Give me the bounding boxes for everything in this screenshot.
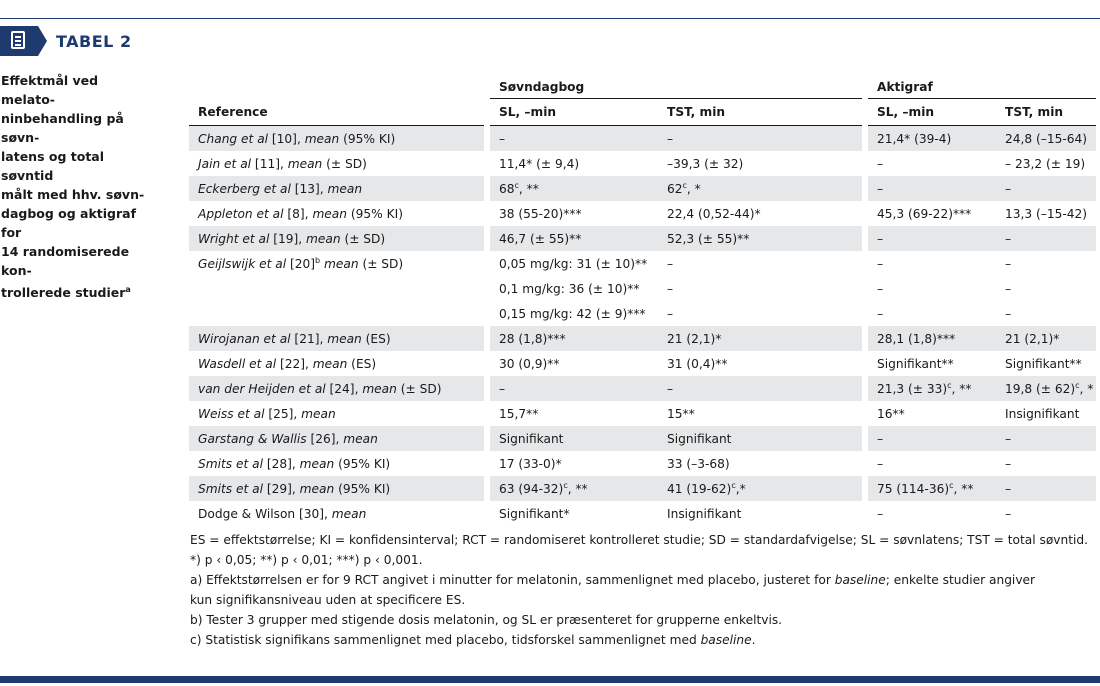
- note-b: b) Tester 3 grupper med stigende dosis melatonin, og SL er præsenteret for grupperne enkeltvis.: [190, 613, 783, 627]
- reference-author: Smits et al: [198, 456, 264, 471]
- table-row: [189, 176, 1096, 201]
- table-row: [189, 226, 1096, 251]
- cell-akt-sl: Signifikant**: [865, 351, 996, 376]
- reference-author: Wasdell et al: [198, 356, 277, 371]
- cell-sd-sl: 38 (55-20)***: [487, 201, 658, 226]
- cell-akt-sl: –: [865, 426, 996, 451]
- cell-reference: [189, 201, 487, 226]
- reference-detail: (± SD): [322, 156, 367, 171]
- column-header-sd-sl: SL, –min: [487, 99, 658, 126]
- reference-citation: [21],: [290, 331, 328, 346]
- cell-sd-tst: 33 (–3-68): [667, 456, 730, 471]
- cell-akt-tst: –: [996, 476, 1096, 501]
- document-list-icon: [11, 31, 25, 49]
- reference-measure: mean: [362, 381, 397, 396]
- table-row: [189, 251, 1096, 276]
- reference-citation: [10],: [268, 131, 305, 146]
- cell-sd-tst: –: [667, 306, 674, 321]
- cell-sd-sl: Signifikant: [487, 426, 658, 451]
- reference-author: Wright et al: [198, 231, 270, 246]
- cell-akt-sl: 28,1 (1,8)***: [865, 326, 996, 351]
- cell-akt-sl: 21,4* (39-4): [865, 126, 996, 152]
- caption-line: målt med hhv. søvn-: [1, 187, 145, 202]
- cell-akt-tst: – 23,2 (± 19): [1005, 156, 1086, 171]
- cell-reference: [189, 126, 487, 152]
- table-title: TABEL 2: [56, 31, 132, 51]
- reference-author: van der Heijden et al: [198, 381, 326, 396]
- cell-sd-sl: 30 (0,9)**: [487, 351, 658, 376]
- reference-detail: (95% KI): [334, 456, 391, 471]
- group-actigraph: Aktigraf: [865, 76, 1096, 99]
- cell-akt-tst: –: [996, 176, 1096, 201]
- cell-sd-sl: 46,7 (± 55)**: [487, 226, 658, 251]
- reference-citation: [29],: [263, 481, 300, 496]
- reference-author: Chang et al: [198, 131, 269, 146]
- column-header-akt-tst: TST, min: [996, 99, 1096, 126]
- cell-akt-tst: 13,3 (–15-42): [1005, 206, 1088, 221]
- caption-footnote-marker: a: [125, 285, 131, 294]
- reference-detail: (95% KI): [334, 481, 391, 496]
- cell-sd-sl: 15,7**: [487, 401, 658, 426]
- note-significance: *) p ‹ 0,05; **) p ‹ 0,01; ***) p ‹ 0,001.: [190, 553, 423, 567]
- caption-line: ninbehandling på søvn-: [1, 111, 124, 145]
- table-row: [189, 201, 1096, 226]
- reference-author: Garstang & Wallis: [198, 431, 307, 446]
- note-a-line2: kun signifikansniveau uden at specificere ES.: [190, 593, 466, 607]
- reference-citation: [8],: [283, 206, 313, 221]
- column-header-akt-sl: SL, –min: [865, 99, 996, 126]
- cell-sd-tst: 22,4 (0,52-44)*: [667, 206, 761, 221]
- cell-sd-sl: 0,15 mg/kg: 42 (± 9)***: [487, 301, 658, 326]
- cell-sd-tst: –39,3 (± 32): [667, 156, 744, 171]
- table-header: [0, 26, 132, 56]
- data-table: [189, 76, 1096, 526]
- reference-measure: mean: [299, 456, 335, 471]
- reference-author: Eckerberg et al: [198, 181, 291, 196]
- cell-sd-sl: 17 (33-0)*: [487, 451, 658, 476]
- cell-reference: [189, 351, 487, 376]
- note-a-tail: ; enkelte studier angiver: [885, 573, 1036, 587]
- reference-detail: (95% KI): [347, 206, 403, 221]
- cell-akt-tst: –: [1005, 506, 1012, 521]
- cell-akt-sl: –: [865, 176, 996, 201]
- cell-reference: [189, 476, 487, 501]
- cell-sd-sl: 11,4* (± 9,4): [487, 151, 658, 176]
- table-row: [189, 351, 1096, 376]
- cell-reference: [189, 426, 487, 451]
- note-c-tail: .: [751, 633, 756, 647]
- reference-author: Wirojanan et al: [198, 331, 291, 346]
- cell-reference: [189, 301, 487, 326]
- table-row: [189, 276, 1096, 301]
- cell-akt-sl: 45,3 (69-22)***: [865, 201, 996, 226]
- reference-measure: mean: [312, 356, 348, 371]
- reference-citation: [11],: [251, 156, 288, 171]
- note-c: [190, 630, 1090, 650]
- reference-measure: mean: [343, 431, 378, 446]
- cell-sd-tst: –: [658, 376, 865, 401]
- reference-author: Jain et al: [198, 156, 252, 171]
- caption-line: 14 randomiserede kon-: [1, 244, 130, 278]
- cell-akt-sl: –: [865, 276, 996, 301]
- cell-sd-tst: 62$^c$, *: [658, 176, 865, 201]
- cell-akt-sl: –: [865, 501, 996, 526]
- table-row: [189, 151, 1096, 176]
- reference-detail: (ES): [361, 331, 391, 346]
- column-header-sd-tst: TST, min: [658, 99, 865, 126]
- cell-akt-sl: –: [865, 451, 996, 476]
- table-caption: [1, 71, 151, 302]
- reference-measure: mean: [331, 506, 367, 521]
- cell-sd-tst: 31 (0,4)**: [667, 356, 728, 371]
- table-row: [189, 401, 1096, 426]
- table-row: [189, 326, 1096, 351]
- cell-akt-tst: –: [1005, 456, 1012, 471]
- reference-detail: (± SD): [340, 231, 386, 246]
- cell-reference: [189, 501, 487, 526]
- cell-reference: [189, 226, 487, 251]
- cell-reference: [189, 151, 487, 176]
- reference-measure: mean: [304, 131, 340, 146]
- reference-citation: $[20]^b$: [286, 255, 321, 271]
- note-a-italic: baseline: [834, 573, 886, 587]
- reference-author: Geijlswijk et al: [198, 256, 287, 271]
- table-row: [189, 301, 1096, 326]
- caption-line: trollerede studier: [1, 285, 126, 301]
- cell-reference: [189, 451, 487, 476]
- table-notes: [190, 530, 1090, 650]
- group-sleep-diary: Søvndagbog: [487, 76, 865, 99]
- cell-sd-tst: –: [667, 256, 674, 271]
- cell-akt-tst: –: [1005, 306, 1012, 321]
- reference-detail: (± SD): [396, 381, 442, 396]
- bottom-rule: [0, 676, 1100, 683]
- table-row: [189, 451, 1096, 476]
- cell-sd-sl: Signifikant*: [487, 501, 658, 526]
- reference-citation: [22],: [276, 356, 313, 371]
- header-icon-box: [0, 26, 38, 56]
- cell-akt-sl: –: [865, 226, 996, 251]
- caption-line: Effektmål ved melato-: [1, 73, 99, 107]
- cell-sd-sl: 68$^c$, **: [487, 176, 658, 201]
- reference-measure: mean: [327, 331, 362, 346]
- cell-akt-tst: 19,8 (± 62)$^c$, *: [996, 376, 1096, 401]
- cell-sd-sl: 0,1 mg/kg: 36 (± 10)**: [487, 276, 658, 301]
- note-c-italic: baseline: [700, 633, 752, 647]
- reference-detail: (ES): [347, 356, 377, 371]
- reference-measure: mean: [306, 231, 341, 246]
- reference-citation: [13],: [290, 181, 328, 196]
- reference-author: Weiss et al: [198, 406, 265, 421]
- cell-sd-tst: –: [667, 281, 674, 296]
- reference-citation: [24],: [325, 381, 363, 396]
- cell-reference: [189, 251, 487, 276]
- note-abbreviations: ES = effektstørrelse; KI = konfidensinterval; RCT = randomiseret kontrolleret studie; SD = standardafvigelse; SL = søvnlatens; TST = total søvntid.: [190, 533, 1089, 547]
- cell-sd-sl: –: [487, 376, 658, 401]
- cell-akt-tst: –: [996, 426, 1096, 451]
- reference-author: Dodge & Wilson: [198, 506, 296, 521]
- cell-akt-tst: –: [996, 226, 1096, 251]
- reference-citation: [25],: [264, 406, 302, 421]
- cell-akt-tst: 24,8 (–15-64): [996, 126, 1096, 152]
- cell-akt-tst: –: [1005, 281, 1012, 296]
- reference-measure: mean: [327, 181, 363, 196]
- reference-measure: mean: [312, 206, 348, 221]
- cell-sd-tst: Insignifikant: [667, 506, 742, 521]
- cell-akt-sl: –: [865, 151, 996, 176]
- table-row: [189, 426, 1096, 451]
- note-c-text: c) Statistisk signifikans sammenlignet med placebo, tidsforskel sammenlignet med: [190, 633, 701, 647]
- table-row: [189, 376, 1096, 401]
- reference-citation: [26],: [306, 431, 344, 446]
- cell-sd-tst: 15**: [667, 406, 695, 421]
- reference-detail: (± SD): [358, 256, 404, 271]
- cell-sd-tst: 52,3 (± 55)**: [658, 226, 865, 251]
- cell-reference: [189, 401, 487, 426]
- cell-akt-sl: 75 $(114-36)^c$, **: [865, 476, 996, 501]
- top-rule: [0, 18, 1100, 19]
- reference-measure: mean: [299, 481, 335, 496]
- reference-citation: [28],: [263, 456, 300, 471]
- reference-measure: mean: [287, 156, 323, 171]
- cell-akt-sl: –: [865, 251, 996, 276]
- cell-sd-tst: 21 (2,1)*: [658, 326, 865, 351]
- cell-sd-sl: –: [487, 126, 658, 152]
- cell-sd-sl: 0,05 mg/kg: 31 (± 10)**: [487, 251, 658, 276]
- cell-akt-sl: 16**: [865, 401, 996, 426]
- cell-akt-tst: –: [1005, 256, 1012, 271]
- table-row: [189, 476, 1096, 501]
- cell-akt-sl: 21,3 (± 33)$^c$, **: [865, 376, 996, 401]
- cell-reference: [189, 276, 487, 301]
- reference-author: Smits et al: [198, 481, 264, 496]
- group-header-row: [189, 76, 1096, 99]
- caption-line: latens og total søvntid: [1, 149, 105, 183]
- cell-akt-tst: Insignifikant: [1005, 406, 1080, 421]
- cell-sd-sl: 28 (1,8)***: [487, 326, 658, 351]
- reference-measure: mean: [301, 406, 336, 421]
- column-header-row: [189, 99, 1096, 126]
- cell-akt-tst: 21 (2,1)*: [996, 326, 1096, 351]
- reference-author: Appleton et al: [198, 206, 284, 221]
- cell-akt-sl: –: [865, 301, 996, 326]
- cell-akt-tst: Signifikant**: [1005, 356, 1082, 371]
- cell-reference: [189, 376, 487, 401]
- note-a-text: a) Effektstørrelsen er for 9 RCT angivet i minutter for melatonin, sammenlignet med placebo, justeret for: [190, 573, 835, 587]
- cell-reference: [189, 176, 487, 201]
- table-row: [189, 126, 1096, 152]
- reference-citation: [19],: [269, 231, 306, 246]
- note-a: [190, 570, 1090, 590]
- caption-line: dagbog og aktigraf for: [1, 206, 137, 240]
- cell-sd-tst: Signifikant: [658, 426, 865, 451]
- cell-sd-sl: 63 $(94-32)^c$, **: [487, 476, 658, 501]
- cell-reference: [189, 326, 487, 351]
- table-row: [189, 501, 1096, 526]
- cell-sd-tst: 41 $(19-62)^c,*$: [658, 476, 865, 501]
- reference-citation: [30],: [295, 506, 332, 521]
- column-header-reference: Reference: [189, 99, 487, 126]
- cell-sd-tst: –: [658, 126, 865, 152]
- reference-measure: mean: [324, 256, 359, 271]
- reference-detail: (95% KI): [339, 131, 396, 146]
